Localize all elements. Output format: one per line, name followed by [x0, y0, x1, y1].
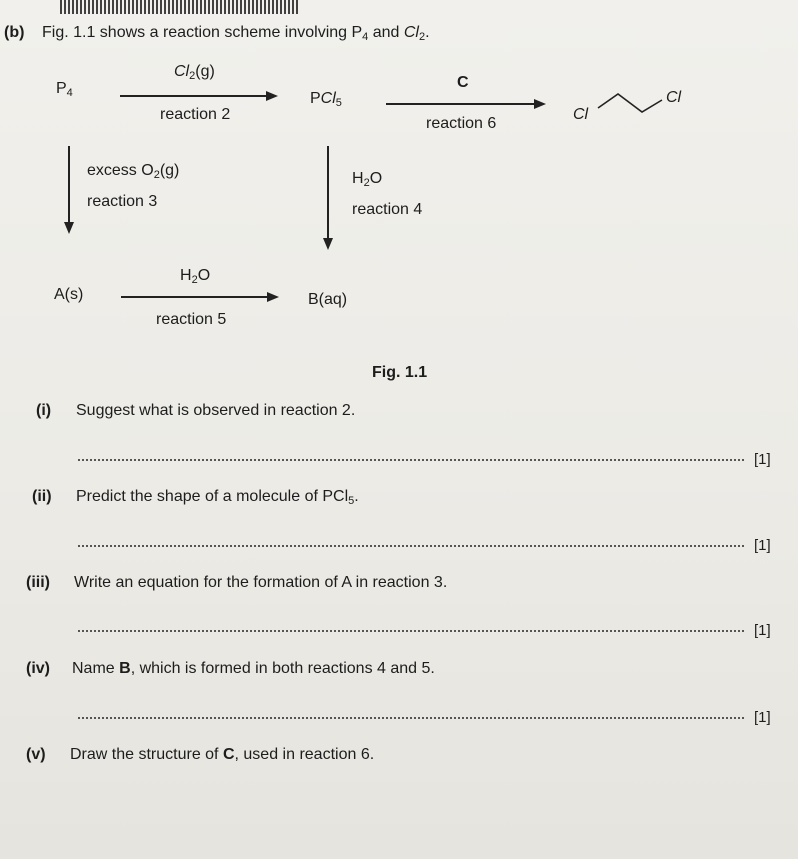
answer-line-ii[interactable] — [78, 545, 744, 547]
top-edge-print — [60, 0, 300, 14]
pcl5-label: PCl$_5$ — [310, 90, 342, 109]
figure-caption: Fig. 1.1 — [372, 364, 428, 381]
reaction-6-reagent: C — [457, 74, 469, 91]
mark-iv: [1] — [754, 709, 771, 726]
product-skeletal-chain — [594, 86, 674, 120]
reaction-6-arrowhead — [534, 99, 546, 109]
intro-text: Fig. 1.1 shows a reaction scheme involving $P_4$ and $Cl_2$. — [42, 24, 430, 43]
reaction-3-label: reaction 3 — [87, 193, 158, 210]
a-label: A(s) — [54, 286, 84, 303]
show-through — [470, 40, 474, 56]
reaction-5-arrow-shaft — [121, 296, 269, 298]
p4-label: $P_4$ — [56, 80, 73, 99]
question-iii-text: Write an equation for the formation of A in reaction 3. — [74, 574, 448, 591]
reaction-2-label: reaction 2 — [160, 106, 231, 123]
answer-line-iv[interactable] — [78, 717, 744, 719]
reaction-2-reagent: $Cl_2(g)$ — [174, 63, 215, 82]
reaction-5-label: reaction 5 — [156, 311, 227, 328]
reaction-5-reagent: $H_2O$ — [180, 267, 211, 286]
mark-iii: [1] — [754, 622, 771, 639]
reaction-6-label: reaction 6 — [426, 115, 497, 132]
reaction-3-arrow-shaft — [68, 146, 70, 224]
question-i-number: (i) — [36, 402, 52, 419]
reaction-2-arrow-shaft — [120, 95, 268, 97]
reaction-4-reagent: $H_2O$ — [352, 170, 383, 189]
answer-line-iii[interactable] — [78, 630, 744, 632]
mark-ii: [1] — [754, 537, 771, 554]
question-iv-text: Name B, which is formed in both reactions 4 and 5. — [72, 660, 435, 677]
answer-line-i[interactable] — [78, 459, 744, 461]
reaction-3-arrowhead — [64, 222, 74, 234]
reaction-4-arrowhead — [323, 238, 333, 250]
reaction-4-label: reaction 4 — [352, 201, 423, 218]
question-i-text: Suggest what is observed in reaction 2. — [76, 402, 356, 419]
part-label: (b) — [4, 24, 25, 41]
reaction-3-reagent: excess $O_2(g)$ — [87, 162, 180, 181]
question-v-number: (v) — [26, 746, 46, 763]
b-label: B(aq) — [308, 291, 348, 308]
question-iv-number: (iv) — [26, 660, 50, 677]
product-cl-right: Cl — [666, 89, 682, 106]
reaction-6-arrow-shaft — [386, 103, 536, 105]
product-cl-left: Cl — [573, 106, 589, 123]
drawing-area-v[interactable] — [40, 780, 760, 850]
question-v-text: Draw the structure of C, used in reaction 6. — [70, 746, 375, 763]
reaction-5-arrowhead — [267, 292, 279, 302]
reaction-4-arrow-shaft — [327, 146, 329, 240]
mark-i: [1] — [754, 451, 771, 468]
question-ii-text: Predict the shape of a molecule of PCl$_5$. — [76, 488, 359, 507]
question-iii-number: (iii) — [26, 574, 50, 591]
question-ii-number: (ii) — [32, 488, 52, 505]
reaction-2-arrowhead — [266, 91, 278, 101]
